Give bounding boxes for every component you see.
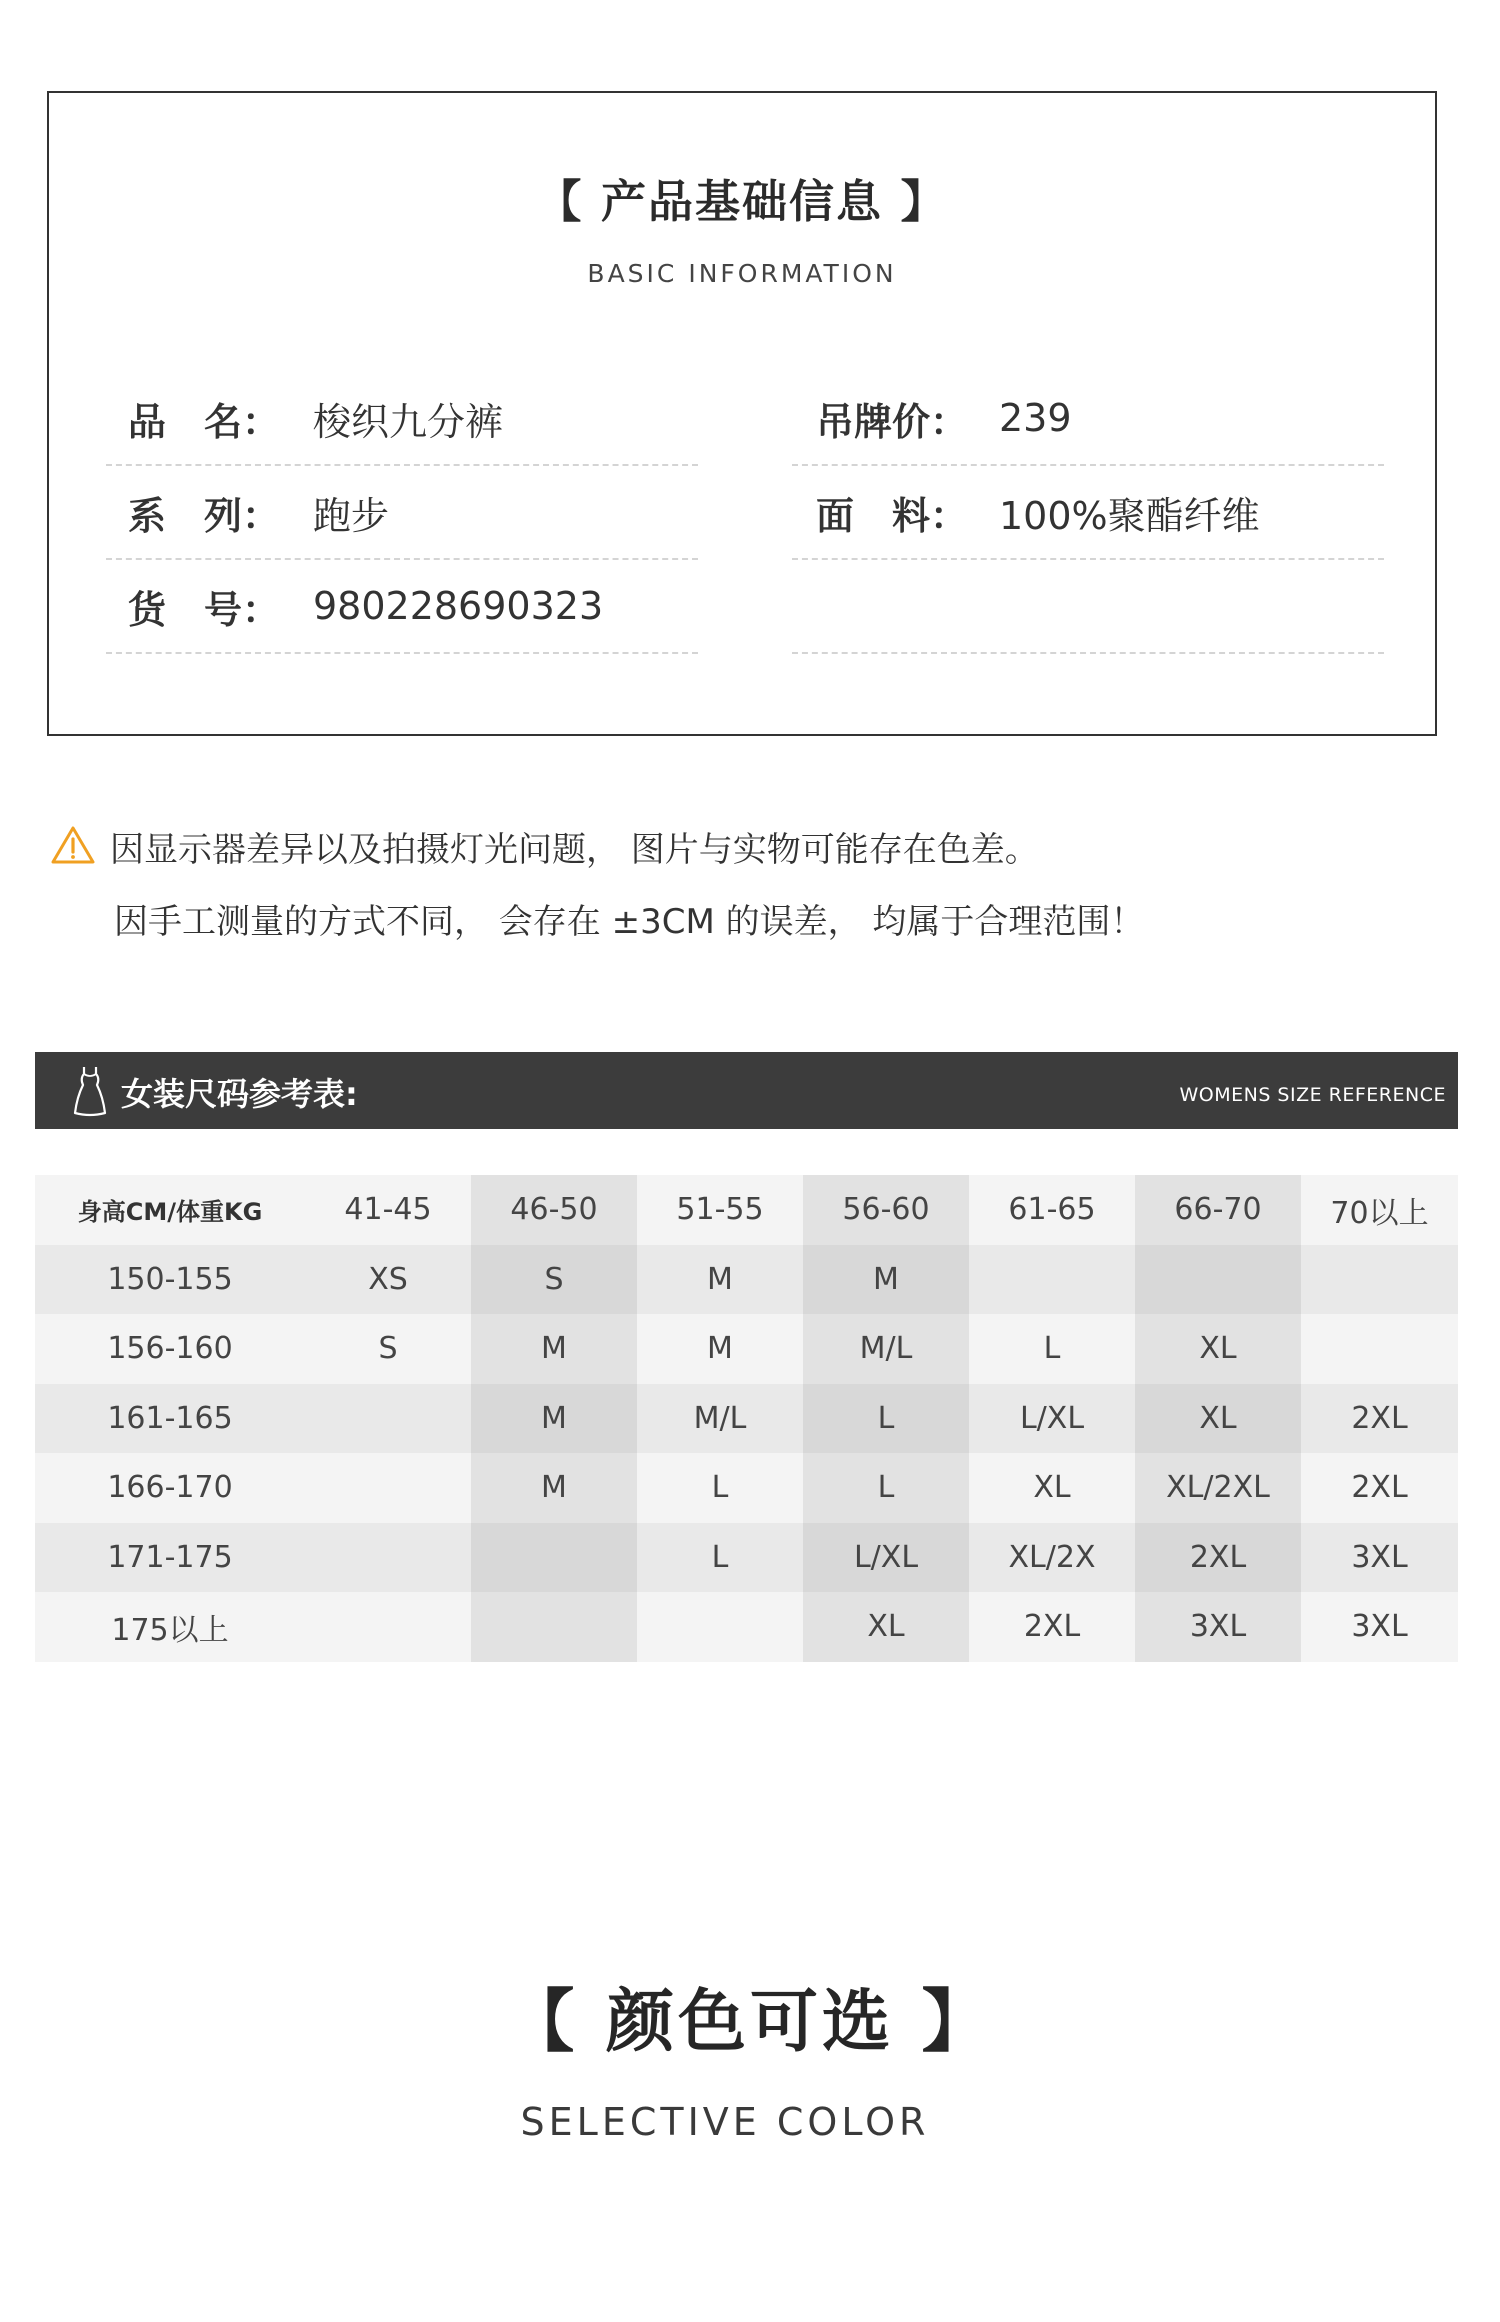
table-row [35,1592,1458,1662]
table-header-cell: 41-45 [344,1192,432,1228]
height-cell: 161-165 [107,1400,233,1436]
color-section-subtitle: SELECTIVE COLOR [520,2100,930,2144]
info-value: 239 [999,396,1072,440]
info-row-series [106,466,698,560]
size-cell: 2XL [1351,1470,1408,1506]
table-row [35,1314,1458,1384]
info-label: 吊牌价： [816,399,969,444]
notice-line-2 [50,892,1450,964]
size-cell: M [803,1245,969,1315]
size-cell: 2XL [1023,1609,1081,1645]
height-cell: 150-155 [107,1261,233,1297]
notice-text-2: 因手工测量的方式不同， 会存在 ±3CM 的误差， 均属于合理范围！ [114,902,1145,942]
size-cell [637,1592,803,1662]
info-value: 梭织九分裤 [313,399,504,444]
warning-triangle-icon [50,825,96,865]
dress-icon [73,1065,107,1117]
size-cell: 3XL [1351,1609,1408,1645]
height-cell: 171-175 [107,1539,233,1575]
size-cell: M [471,1453,637,1523]
table-header-cell: 56-60 [803,1175,969,1245]
size-chart-header [35,1052,1458,1129]
info-row-tag-price [792,372,1384,466]
size-cell: M [471,1384,637,1454]
size-cell [1301,1245,1458,1315]
color-difference-notice [50,820,1450,964]
size-cell: M/L [803,1314,969,1384]
size-cell [471,1523,637,1593]
info-label: 面 料： [816,493,969,538]
size-cell: L [711,1539,729,1575]
info-value: 100%聚酯纤维 [999,493,1260,538]
size-cell: L [803,1384,969,1454]
size-chart-title: 女装尺码参考表: [121,1075,358,1113]
size-cell: M/L [693,1400,747,1436]
size-chart-table [35,1175,1458,1662]
table-header-cell: 51-55 [676,1192,764,1228]
size-cell: M [707,1331,733,1367]
size-cell [471,1592,637,1662]
table-header-cell: 70以上 [1330,1195,1429,1231]
size-cell: L/XL [1019,1400,1085,1436]
size-cell: 2XL [1351,1400,1408,1436]
basic-info-title: 【 产品基础信息 】 [536,175,948,228]
size-cell: L [803,1453,969,1523]
size-cell: XL [1033,1470,1071,1506]
height-cell: 175以上 [111,1612,229,1648]
table-header-cell: 身高CM/体重KG [77,1198,263,1227]
size-cell: M [707,1261,733,1297]
size-cell [1301,1314,1458,1384]
table-header-cell: 61-65 [1008,1192,1096,1228]
table-row [35,1384,1458,1454]
size-cell: 3XL [1351,1539,1408,1575]
size-cell: S [378,1331,398,1367]
size-chart-subtitle: WOMENS SIZE REFERENCE [1179,1084,1446,1106]
size-cell: 2XL [1135,1523,1301,1593]
table-header-row [35,1175,1458,1245]
size-cell: 3XL [1135,1592,1301,1662]
table-header-cell: 46-50 [471,1175,637,1245]
size-cell: XL/2X [1008,1539,1096,1575]
info-row-product-name [106,372,698,466]
size-cell: M [471,1314,637,1384]
table-row [35,1523,1458,1593]
size-cell: XL [803,1592,969,1662]
size-cell: L [1043,1331,1061,1367]
size-cell: L/XL [803,1523,969,1593]
table-row [35,1245,1458,1315]
info-label: 系 列： [128,493,281,538]
info-row-fabric [792,466,1384,560]
height-cell: 166-170 [107,1470,233,1506]
info-label: 品 名： [128,399,281,444]
basic-info-subtitle: BASIC INFORMATION [587,259,897,288]
size-cell [969,1245,1135,1315]
height-cell: 156-160 [107,1331,233,1367]
info-row-empty [792,560,1384,654]
size-cell: S [471,1245,637,1315]
size-cell [305,1592,471,1662]
table-header-cell: 66-70 [1135,1175,1301,1245]
color-section-title: 【 颜色可选 】 [506,1983,994,2062]
size-cell [305,1384,471,1454]
size-cell [1135,1245,1301,1315]
info-value: 980228690323 [313,584,604,628]
size-cell: XL [1135,1314,1301,1384]
table-row [35,1453,1458,1523]
size-cell [305,1523,471,1593]
info-label: 货 号： [128,587,281,632]
size-cell: XL [1135,1384,1301,1454]
notice-line-1 [50,820,1450,892]
info-value: 跑步 [313,493,390,538]
size-cell [305,1453,471,1523]
size-cell: XS [368,1261,408,1297]
basic-info-panel [47,91,1437,736]
info-row-item-number [106,560,698,654]
size-cell: L [711,1470,729,1506]
size-cell: XL/2XL [1135,1453,1301,1523]
notice-text-1: 因显示器差异以及拍摄灯光问题， 图片与实物可能存在色差。 [110,830,1039,870]
